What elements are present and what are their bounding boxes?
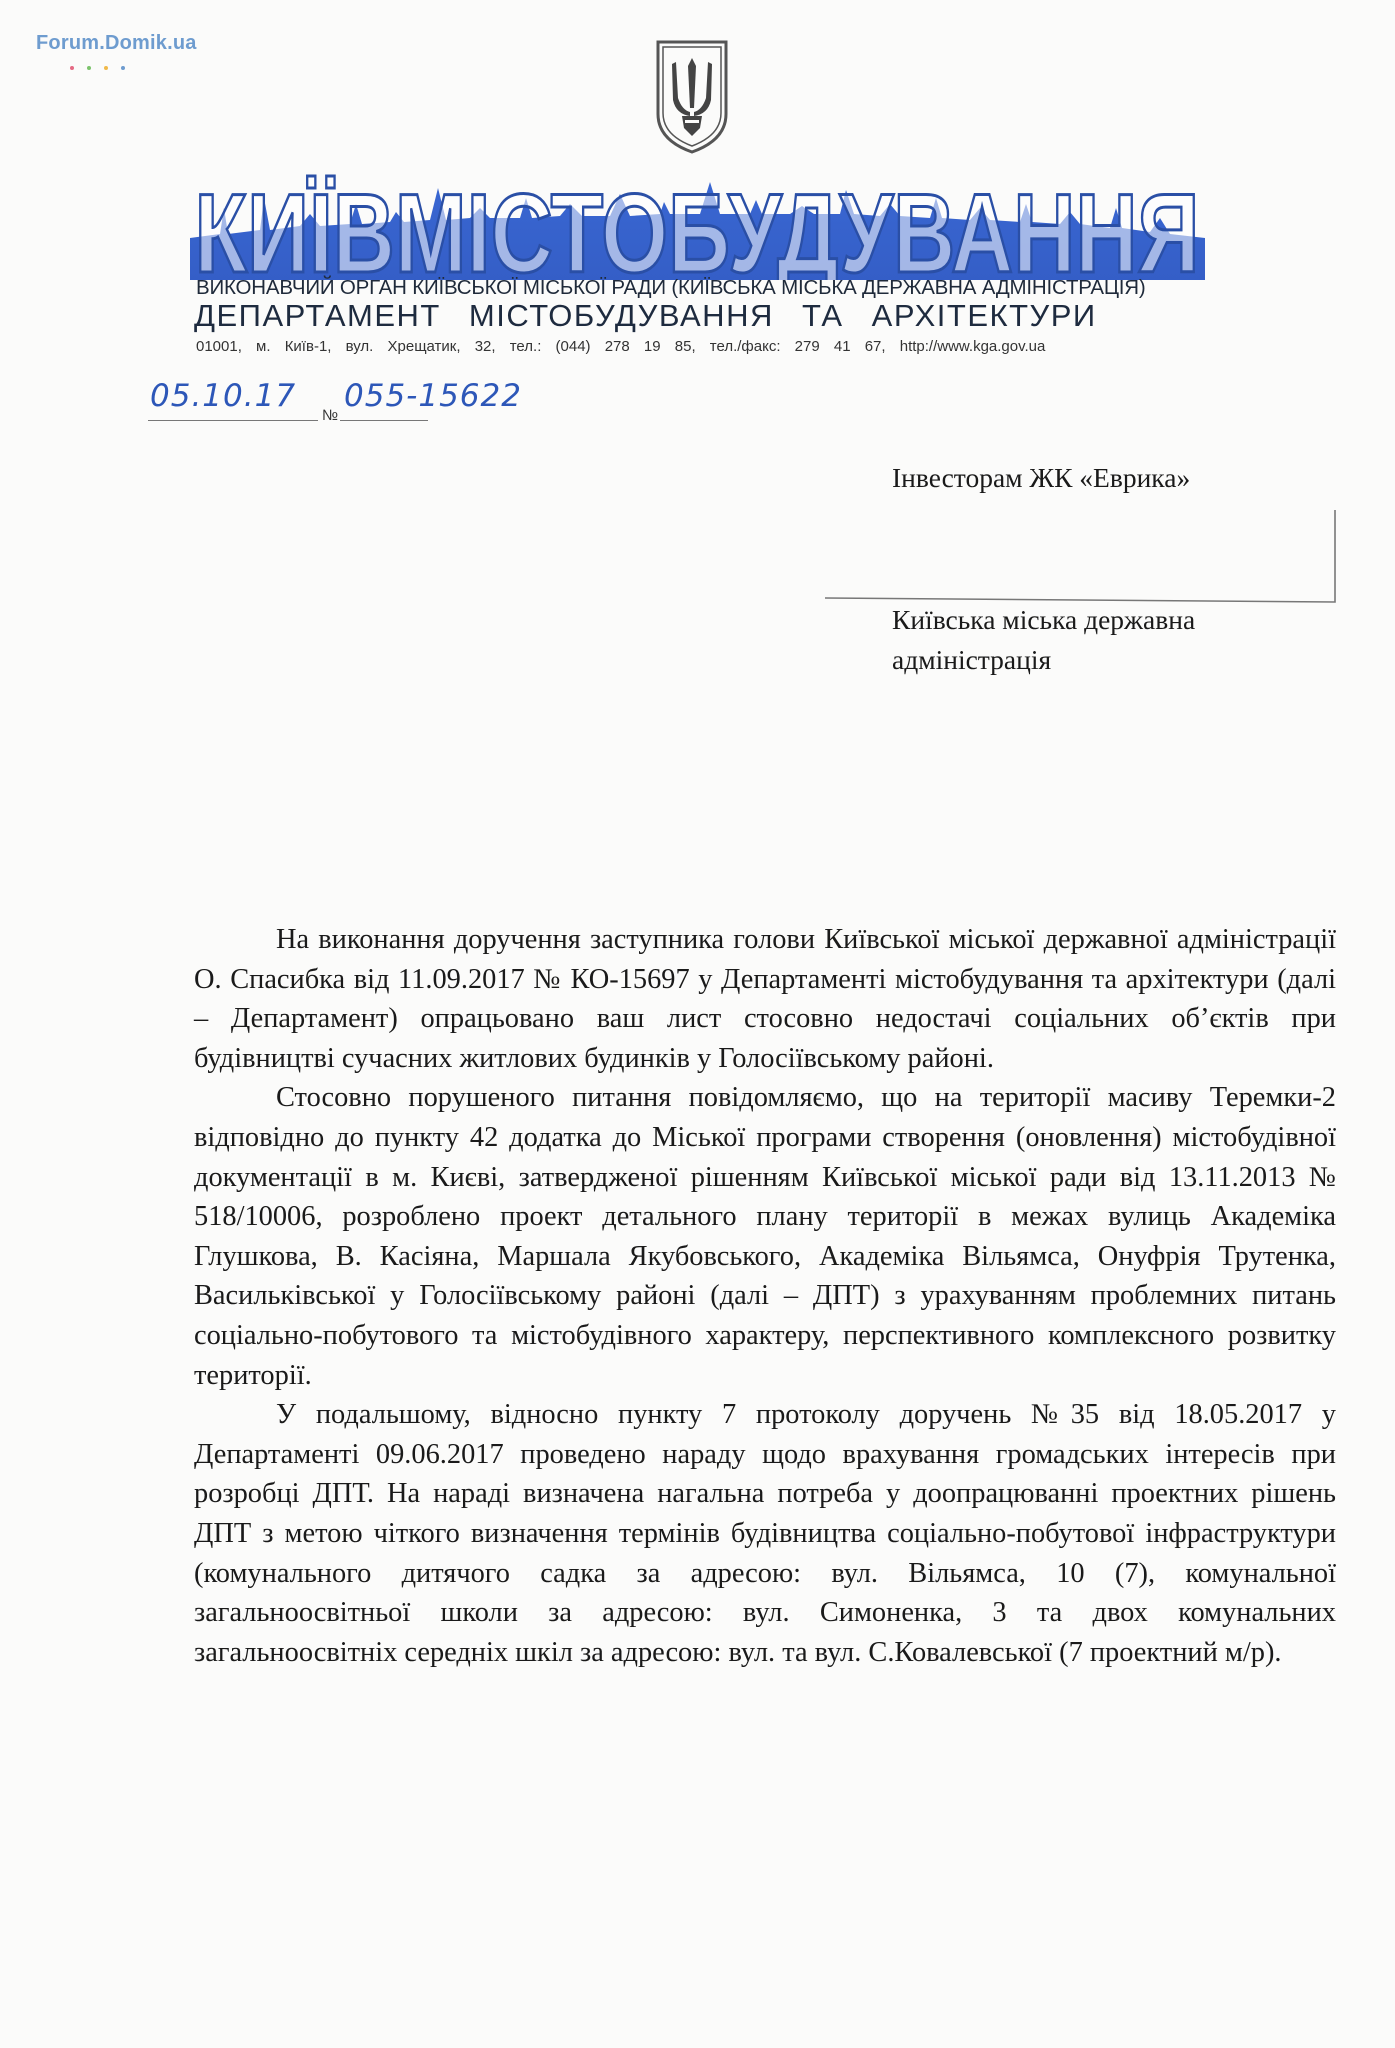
number-sign: № [322,407,339,424]
executive-body-line: ВИКОНАВЧИЙ ОРГАН КИЇВСЬКОЇ МІСЬКОЇ РАДИ (КИЇВСЬКА МІСЬКА ДЕРЖАВНА АДМІНІСТРАЦІЯ) [196,276,1146,299]
watermark-dot [87,66,91,70]
addressee-line-1: Інвесторам ЖК «Еврика» [892,462,1191,493]
body-paragraph-3: У подальшому, відносно пункту 7 протоколу доручень №35 від 18.05.2017 у Департаменті 09.06.2017 проведено нараду щодо врахування громадських інтересів при розробці ДПТ. На нараді визначена нагальна потреба у доопрацюванні проектних рішень ДПТ з метою чіткого визначення термінів будівництва соціально-побутової інфраструктури (комунального дитячого садка за адресою: вул. Вільямса, 10 (7), комунальної загальноосвітньої школи за адресою: вул. Симоненка, 3 та двох комунальних загальноосвітніх середніх шкіл за адресою: вул. та вул. С.Ковалевської (7 проектний м/р). [194,1399,1336,1668]
outgoing-date: 05.10.17 [150,378,297,414]
department-name: ДЕПАРТАМЕНТ МІСТОБУДУВАННЯ ТА АРХІТЕКТУРИ [194,298,1097,333]
outgoing-number: 055-15622 [344,378,522,414]
number-underline [340,420,428,421]
trident-emblem-icon [652,36,732,156]
addressee-line-2: Київська міська державна адміністрація [892,604,1196,675]
watermark-text: Forum.Domik.ua [36,32,197,54]
body-paragraph-1: На виконання доручення заступника голови Київської міської державної адміністрації О. Спасибка від 11.09.2017 № КО-15697 у Департаменті містобудування та архітектури (далі – Департамент) опрацьовано ваш лист стосовно недостачі соціальних об’єктів при будівництві сучасних житлових будинків у Голосіївському районі. [194,924,1336,1074]
logo-text: КИЇВМІСТОБУДУВАННЯ [194,171,1200,280]
letter-body [194,920,1336,1672]
addressee-bracket [825,510,1337,606]
watermark-dot [104,66,108,70]
date-underline [148,420,318,421]
watermark-dot [121,66,125,70]
kyivmistobuduvannia-logo [190,168,1205,280]
forum-watermark [36,32,236,72]
body-paragraph-2: Стосовно порушеного питання повідомляємо, що на території масиву Теремки-2 відповідно до пункту 42 додатка до Міської програми створення (оновлення) містобудівної документації в м. Києві, затвердженої рішенням Київської міської ради від 13.11.2013 № 518/10006, розроблено проект детального плану території в межах вулиць Академіка Глушкова, В. Касіяна, Маршала Якубовського, Академіка Вільямса, Онуфрія Трутенка, Васильківської у Голосіївському районі (далі – ДПТ) з урахуванням проблемних питань соціально-побутового та містобудівного характеру, перспективного комплексного розвитку території. [194,1082,1336,1391]
watermark-dots [70,57,236,75]
watermark-dot [70,66,74,70]
contact-address-line: 01001, м. Київ-1, вул. Хрещатик, 32, тел.: (044) 278 19 85, тел./факс: 279 41 67, http://www.kga.gov.ua [196,338,1046,355]
